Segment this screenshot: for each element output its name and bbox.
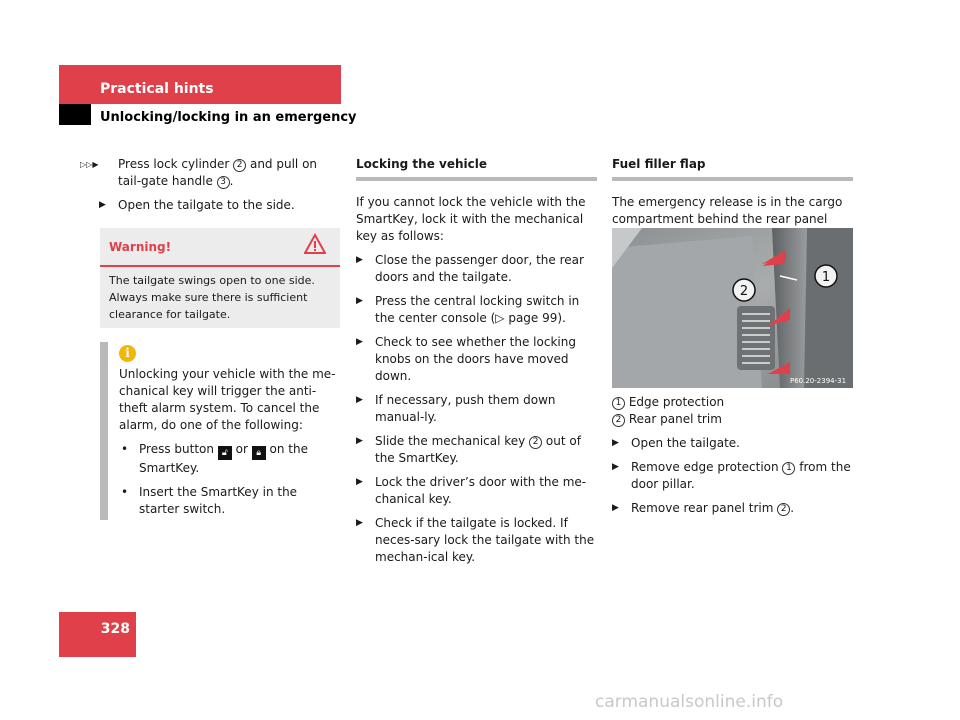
arrow-icon: ▶ xyxy=(356,296,363,306)
page-subtitle: Unlocking/locking in an emergency xyxy=(100,110,357,125)
locking-step: ▶ Close the passenger door, the rear doors and the tailgate. xyxy=(356,253,584,284)
info-text: Unlocking your vehicle with the me-chanical key will trigger the anti-theft alarm system. To cancel the alarm, do one of the following: xyxy=(119,367,336,432)
warning-title: Warning! xyxy=(109,240,172,254)
arrow-icon: ▶ xyxy=(356,337,363,347)
step-press-lock: ▷▷▶ Press lock cylinder 2 and pull on tail-gate handle 3 . xyxy=(80,157,318,188)
locking-step: ▶ Lock the driver’s door with the me-chanical key. xyxy=(356,475,587,506)
legend-item-1: 1 Edge protection xyxy=(612,394,853,411)
arrow-icon: ▶ xyxy=(356,436,363,446)
photo-callout-2: 2 xyxy=(739,284,749,299)
arrow-icon: ▶ xyxy=(356,477,363,487)
info-bullet-1: • Press button 🔓︎ or 🔒︎ on the SmartKey. xyxy=(121,442,308,475)
fuel-step: ▶ Remove edge protection 1 from the door pillar. xyxy=(612,460,851,491)
locking-heading: Locking the vehicle xyxy=(356,156,597,181)
page-number: 328 xyxy=(100,621,130,637)
bullet-dot-icon: • xyxy=(121,442,129,456)
rear-panel-photo xyxy=(612,228,853,388)
step-open-tailgate: ▶ Open the tailgate to the side. xyxy=(99,198,295,212)
locking-intro: If you cannot lock the vehicle with the SmartKey, lock it with the mechanical key as follows: xyxy=(356,195,586,243)
rear-panel-illustration xyxy=(612,228,853,388)
info-icon: i xyxy=(119,345,136,362)
bullet-dot-icon: • xyxy=(121,485,129,499)
arrow-icon: ▶ xyxy=(612,438,619,448)
callout-1: 1 xyxy=(782,462,795,475)
callout-2: 2 xyxy=(529,436,542,449)
locking-step: ▶ If necessary, push them down manual-ly. xyxy=(356,393,556,424)
column-2 xyxy=(356,156,597,566)
photo-callout-1: 1 xyxy=(821,270,831,285)
unlock-key-icon: 🔓︎ xyxy=(218,446,232,460)
header-black-block xyxy=(59,104,91,125)
warning-triangle-icon xyxy=(304,233,326,255)
warning-text: The tailgate swings open to one side. Always make sure there is sufficient clearance for tailgate. xyxy=(109,274,315,321)
fuel-flap-intro: The emergency release is in the cargo compartment behind the rear panel xyxy=(612,195,843,226)
locking-step: ▶ Slide the mechanical key 2 out of the SmartKey. xyxy=(356,434,581,465)
lock-key-icon: 🔒︎ xyxy=(252,446,266,460)
footer-watermark: carmanualsonline.info xyxy=(595,692,784,712)
column-1 xyxy=(80,156,342,214)
info-bullet-2: • Insert the SmartKey in the starter switch. xyxy=(121,485,298,516)
info-sidebar xyxy=(100,342,108,520)
callout-2: 2 xyxy=(233,159,246,172)
photo-code: P60.20-2394-31 xyxy=(790,377,847,385)
callout-3: 3 xyxy=(217,176,230,189)
continue-icon: ▷▷▶ xyxy=(80,160,99,169)
info-note xyxy=(119,366,339,518)
arrow-icon: ▶ xyxy=(356,395,363,405)
fuel-flap-heading: Fuel filler flap xyxy=(612,156,853,181)
fuel-step: ▶ Remove rear panel trim 2 . xyxy=(612,501,795,515)
fuel-step: ▶ Open the tailgate. xyxy=(612,436,740,450)
callout-2: 2 xyxy=(777,503,790,516)
locking-step: ▶ Press the central locking switch in the center console (▷ page 99). xyxy=(356,294,580,325)
locking-step: ▶ Check if the tailgate is locked. If neces-sary lock the tailgate with the mechan-ical key. xyxy=(356,516,595,564)
legend-item-2: 2 Rear panel trim xyxy=(612,411,853,428)
locking-step: ▶ Check to see whether the locking knobs on the doors have moved down. xyxy=(356,335,576,383)
arrow-icon: ▶ xyxy=(356,255,363,265)
warning-divider xyxy=(100,265,340,267)
arrow-icon: ▶ xyxy=(99,200,106,210)
arrow-icon: ▶ xyxy=(612,503,619,513)
section-title: Practical hints xyxy=(100,81,214,97)
arrow-icon: ▶ xyxy=(612,462,619,472)
column-3-lower xyxy=(612,394,853,517)
arrow-icon: ▶ xyxy=(356,518,363,528)
